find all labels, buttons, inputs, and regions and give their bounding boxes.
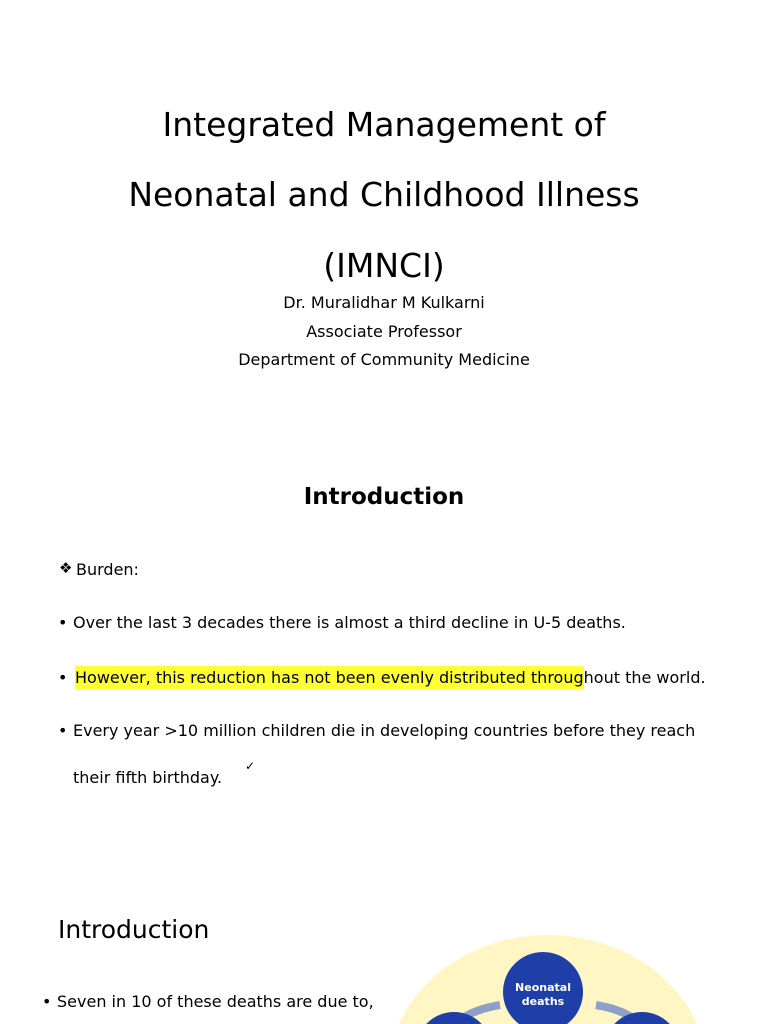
diamond-bullet-icon: ❖	[59, 559, 73, 577]
author-position: Associate Professor	[306, 322, 462, 341]
burden-point-2-rest: hout the world.	[583, 668, 706, 687]
diagram-label-line-2: deaths	[521, 995, 565, 1008]
title-line-2: Neonatal and Childhood Illness	[128, 175, 640, 214]
diagram-label-line-1: Neonatal	[515, 981, 571, 994]
burden-point-2	[75, 667, 706, 689]
bullet-dot-icon: •	[58, 668, 68, 687]
bullet-dot-icon: •	[58, 721, 68, 740]
author-name: Dr. Muralidhar M Kulkarni	[283, 293, 485, 312]
bullet-dot-icon: •	[58, 613, 68, 632]
causes-diagram-svg	[360, 925, 768, 1024]
burden-point-3-line-1: Every year >10 million children die in developing countries before they reach	[73, 721, 696, 740]
burden-label: Burden:	[76, 560, 139, 579]
author-department: Department of Community Medicine	[238, 350, 530, 369]
burden-point-1: Over the last 3 decades there is almost a third decline in U-5 deaths.	[73, 613, 626, 632]
causes-diagram	[360, 925, 768, 1024]
intro-heading: Introduction	[303, 484, 465, 510]
burden-point-3-line-2: their fifth birthday.	[73, 768, 223, 787]
title-line-3: (IMNCI)	[323, 246, 445, 285]
bullet-dot-icon: •	[42, 992, 52, 1011]
title-line-1: Integrated Management of	[162, 105, 606, 144]
intro-heading-2: Introduction	[58, 915, 210, 944]
highlighted-text: However, this reduction has not been evenly distributed throug	[75, 668, 584, 687]
check-mark-icon: ✓	[245, 759, 256, 773]
causes-point-1: Seven in 10 of these deaths are due to,	[57, 992, 374, 1011]
